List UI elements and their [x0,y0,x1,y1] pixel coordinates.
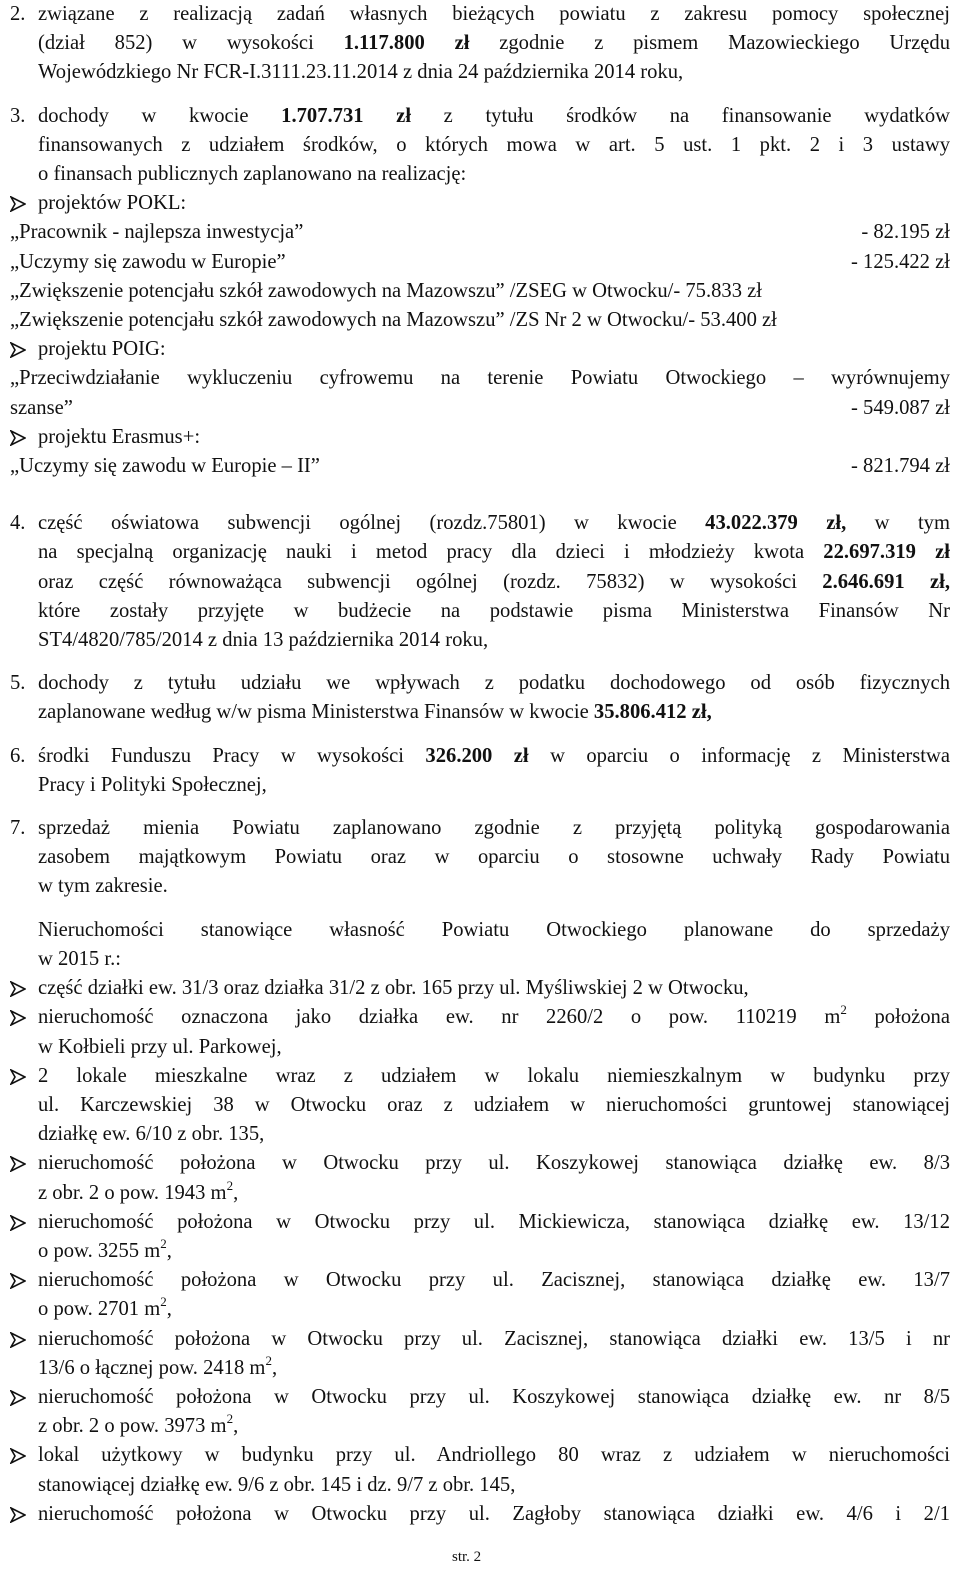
text: o pow. 2701 m [38,1298,161,1321]
text-line [38,102,950,131]
text-line [38,698,950,727]
text-line [38,1033,950,1062]
text: sprzedaż mienia Powiatu zaplanowano zgodnie z przyjętą polityką gospodarowania [38,817,950,840]
property-list-item [10,1325,950,1383]
text-line [38,568,950,597]
text: zasobem majątkowym Powiatu oraz w oparciu o stosowne uchwały Rady Powiatu [38,846,950,869]
spacer [0,800,960,814]
text: z obr. 2 o pow. 3973 m [38,1415,227,1438]
text: z tytułu środków na finansowanie wydatków [411,104,950,127]
superscript: 2 [226,1177,234,1193]
spacer [0,88,960,102]
text: 13/6 o łącznej pow. 2418 m [38,1356,266,1379]
text: , [233,1181,239,1204]
arrowhead-bullet-icon [10,974,38,1003]
text-line [38,29,950,58]
text-line [38,1208,950,1237]
project-name: „Zwiększenie potencjału szkół zawodowych na Mazowszu” /ZS Nr 2 w Otwocku/- 53.400 zł [10,309,777,332]
property-list-item [10,1266,950,1324]
text: finansowanych z udziałem środków, o których mowa w art. 5 ust. 1 pkt. 2 i 3 ustawy [38,133,950,156]
arrowhead-bullet-icon [10,1208,38,1266]
text: na specjalną organizację nauki i metod pracy dla dzieci i młodzieży kwota [38,541,824,564]
text-line [38,58,950,87]
amount-bold: 1.117.800 zł [343,32,470,55]
item-number: 3. [10,104,26,127]
text: , [166,1239,172,1262]
text-line [38,1149,950,1178]
spacer [0,655,960,669]
text-line [38,1120,950,1149]
property-text [38,1003,950,1061]
text: nieruchomość położona w Otwocku przy ul. Zacisznej, stanowiąca działki ew. 13/5 i nr [38,1327,950,1350]
text: z obr. 2 o pow. 1943 m [38,1181,227,1204]
item-number: 6. [10,744,26,767]
amount-bold: 326.200 zł [425,744,529,767]
property-list-item [10,1208,950,1266]
bullet-pokl [10,189,950,218]
arrowhead-bullet-icon [10,1500,38,1529]
arrowhead-bullet-icon [10,1149,38,1207]
text-line [38,916,950,945]
spacer [0,481,960,509]
text: nieruchomość położona w Otwocku przy ul. Koszykowej stanowiąca działkę ew. nr 8/5 [38,1385,950,1408]
text-line [38,131,950,160]
text: dochody w kwocie [38,104,282,127]
text-line [38,1500,950,1529]
text: związane z realizacją zadań własnych bieżących powiatu z zakresu pomocy społecznej [38,3,950,25]
arrowhead-bullet-icon [10,189,38,218]
text-line [38,1003,950,1032]
text-line [38,1062,950,1091]
text: dochody z tytułu udziału we wpływach z podatku dochodowego od osób fizycznych [38,672,950,695]
text: nieruchomość położona w Otwocku przy ul. Koszykowej stanowiąca działkę ew. 8/3 [38,1152,950,1175]
text: stanowiącej działkę ew. 9/6 z obr. 145 i dz. 9/7 z obr. 145, [38,1473,516,1496]
table-row [10,452,950,481]
amount-bold: 43.022.379 zł, [705,512,847,535]
amount-bold: 22.697.319 zł [823,541,950,564]
page-number: str. 2 [452,1549,482,1565]
list-item-3 [0,102,950,190]
text-line [38,1354,950,1383]
property-list-item [10,1500,950,1529]
text: 2 lokale mieszkalne wraz z udziałem w lokalu niemieszkalnym w budynku przy [38,1064,950,1087]
project-amount: - 125.422 zł [851,250,950,273]
text-line [38,509,950,538]
text: Pracy i Polityki Społecznej, [38,773,267,796]
text: Nieruchomości stanowiące własność Powiatu Otwockiego planowane do sprzedaży [38,918,950,941]
project-name: „Uczymy się zawodu w Europie” [10,250,286,273]
text-line [38,742,950,771]
project-name: „Uczymy się zawodu w Europie – II” [10,455,320,478]
text: nieruchomość położona w Otwocku przy ul. Mickiewicza, stanowiąca działkę ew. 13/12 [38,1210,950,1233]
text-line [38,945,950,974]
list-item-5 [0,669,950,727]
property-text [38,1441,950,1499]
amount-bold: 2.646.691 zł, [822,570,950,593]
property-text [38,1149,950,1207]
list-item-4 [0,509,950,655]
arrowhead-bullet-icon [10,335,38,364]
text-line [38,669,950,698]
list-item-2 [0,0,950,88]
amount-bold: 1.707.731 zł [281,104,412,127]
text: , [166,1298,172,1321]
property-list-item [10,1062,950,1150]
bullet-label: projektu Erasmus+: [38,425,201,448]
text: ST4/4820/785/2014 z dnia 13 października 2014 roku, [38,629,489,652]
text: w 2015 r.: [38,947,121,970]
spacer [0,728,960,742]
paragraph-nieruchomosci [0,916,950,974]
property-text [38,1266,950,1324]
text-line [38,626,950,655]
text-line [10,364,950,393]
property-list-item [10,1383,950,1441]
property-list-item [10,974,950,1003]
spacer [0,902,960,916]
text-line [38,1091,950,1120]
project-amount: - 821.794 zł [851,455,950,478]
text: część działki ew. 31/3 oraz działka 31/2 z obr. 165 przy ul. Myśliwskiej 2 w Otwocku, [38,977,749,1000]
text: zaplanowane według w/w pisma Ministerstwa Finansów w kwocie [38,701,594,724]
superscript: 2 [840,1002,847,1018]
text: lokal użytkowy w budynku przy ul. Andriollego 80 wraz z udziałem w nieruchomości [38,1444,950,1467]
bullet-label: projektów POKL: [38,192,187,215]
text: o pow. 3255 m [38,1239,161,1262]
text-line [38,0,950,29]
list-item-7 [0,814,950,902]
table-row [10,277,950,306]
text-line [38,1266,950,1295]
item-number: 5. [10,672,26,695]
text-line [38,1295,950,1324]
text-line [38,1441,950,1470]
text: w oparciu o informację z Ministerstwa [528,744,950,767]
superscript: 2 [160,1294,167,1310]
item-number: 2. [10,3,26,25]
text: „Przeciwdziałanie wykluczeniu cyfrowemu na terenie Powiatu Otwockiego – wyrównujemy [10,367,950,390]
text: położona [846,1006,950,1029]
text-line [38,538,950,567]
text: w Kołbieli przy ul. Parkowej, [38,1035,282,1058]
item-number: 7. [10,817,26,840]
text: nieruchomość położona w Otwocku przy ul. Zacisznej, stanowiąca działkę ew. 13/7 [38,1269,950,1292]
text: Wojewódzkiego Nr FCR-I.3111.23.11.2014 z dnia 24 października 2014 roku, [38,61,684,84]
list-item-6 [0,742,950,800]
text: które zostały przyjęte w budżecie na podstawie pisma Ministerstwa Finansów Nr [38,599,950,622]
arrowhead-bullet-icon [10,1325,38,1383]
bullet-erasmus [10,423,950,452]
text-line [38,872,950,901]
property-text [38,1325,950,1383]
table-row [10,218,950,247]
text: , [271,1356,278,1379]
text-line [38,1383,950,1412]
arrowhead-bullet-icon [10,1441,38,1499]
text-line [38,597,950,626]
text-line [38,1179,950,1208]
arrowhead-bullet-icon [10,1003,38,1061]
amount-bold: 35.806.412 zł, [593,701,712,724]
text-line [38,843,950,872]
text-line [38,160,950,189]
text-line [38,771,950,800]
text: o finansach publicznych zaplanowano na realizację: [38,163,467,186]
property-text [38,1500,950,1529]
property-text [38,1383,950,1441]
project-name: „Pracownik - najlepsza inwestycja” [10,221,304,244]
text: środki Funduszu Pracy w wysokości [38,744,426,767]
table-row [10,248,950,277]
property-list-item [10,1003,950,1061]
text-line [38,1325,950,1354]
arrowhead-bullet-icon [10,1266,38,1324]
text: zgodnie z pismem Mazowieckiego Urzędu [469,32,951,55]
text: działkę ew. 6/10 z obr. 135, [38,1123,265,1146]
property-text [38,974,950,1003]
bullet-label: projektu POIG: [38,338,166,361]
project-name: „Zwiększenie potencjału szkół zawodowych na Mazowszu” /ZSEG w Otwocku/- 75.833 zł [10,279,763,302]
item-number: 4. [10,512,26,535]
superscript: 2 [160,1236,167,1252]
text-line [38,1471,950,1500]
text: oraz część równoważąca subwencji ogólnej (rozdz. 75832) w wysokości [38,570,823,593]
text: ul. Karczewskiej 38 w Otwocku oraz z udziałem w nieruchomości gruntowej stanowiącej [38,1093,950,1116]
bullet-poig [10,335,950,364]
text: nieruchomość oznaczona jako działka ew. nr 2260/2 o pow. 110219 m [38,1006,841,1029]
text-line [38,814,950,843]
text: nieruchomość położona w Otwocku przy ul. Zagłoby stanowiąca działki ew. 4/6 i 2/1 [38,1502,950,1525]
text: (dział 852) w wysokości [38,32,344,55]
project-name: szanse” [10,396,73,419]
arrowhead-bullet-icon [10,423,38,452]
text-line [38,1412,950,1441]
arrowhead-bullet-icon [10,1062,38,1150]
arrowhead-bullet-icon [10,1383,38,1441]
superscript: 2 [265,1352,272,1368]
text: w tym zakresie. [38,875,168,898]
table-row [10,306,950,335]
text: , [233,1415,239,1438]
property-text [38,1208,950,1266]
text-line [38,1237,950,1266]
text: część oświatowa subwencji ogólnej (rozdz.75801) w kwocie [38,512,706,535]
table-row [10,394,950,423]
project-amount: - 82.195 zł [861,221,950,244]
property-list-item [10,1149,950,1207]
project-amount: - 549.087 zł [851,396,950,419]
property-text [38,1062,950,1150]
property-list-item [10,1441,950,1499]
superscript: 2 [226,1411,234,1427]
text: w tym [846,512,950,535]
